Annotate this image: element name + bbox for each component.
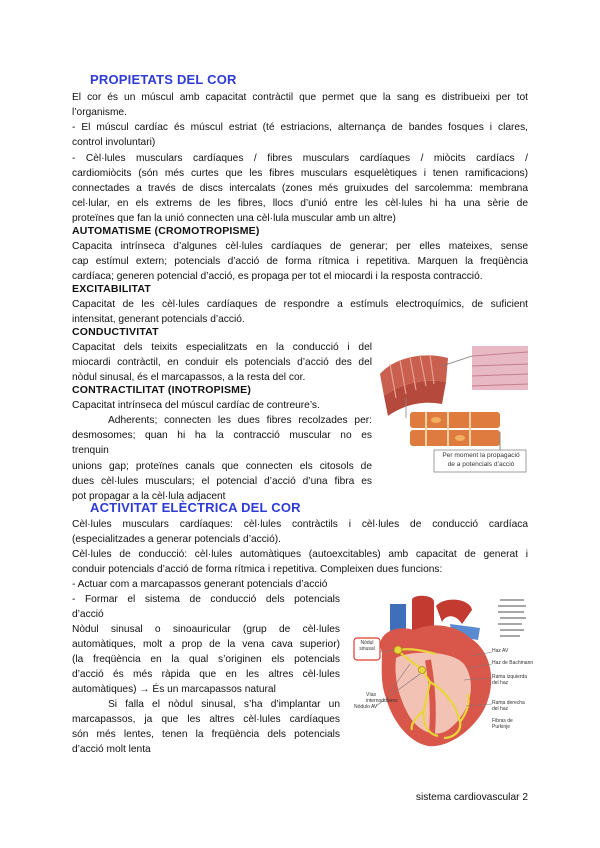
figure1-caption-line: de a potencials d’acció <box>447 461 515 468</box>
intro-line: El cor és un múscul amb capacitat contràctil que permet que la sang es distribueixi per tot <box>72 92 528 103</box>
label-av: Nódulo AV <box>354 704 378 710</box>
intro-line: l’organisme. <box>72 107 127 118</box>
contractilitat-line: pot propagar a la cèl·lula adjacent <box>72 491 226 502</box>
intro-line: cel·lular, en els extrems de les fibres, llocs d’unió entre les cèl·lules hi ha una sèrie de <box>72 198 528 209</box>
conductivitat-line: Capacitat dels teixits especialitzats en la conducció i del <box>72 342 372 353</box>
contractilitat-line: Capacitat intrínseca del múscul cardíac de contreure’s. <box>72 400 320 411</box>
intro-line: cardiomiòcits (són més curtes que les fibres musculars esquelètiques i tenen ramificacions) <box>72 168 528 179</box>
label-fibras: Fibras de Purkinje <box>492 718 513 730</box>
label-haz-bachmann: Haz de Bachmann <box>492 660 534 666</box>
cells-zoom-shape <box>410 412 500 446</box>
footer-page-label: sistema cardiovascular 2 <box>415 792 528 803</box>
funcions-line: d’acció molt lenta <box>72 744 151 755</box>
heading-automatisme: AUTOMATISME (CROMOTROPISME) <box>72 225 260 237</box>
funcions-line: són més lentes, tenen la freqüència dels potencials <box>72 729 340 740</box>
automatisme-line: Capacita intrínseca d’algunes cèl·lules cardíaques de generar; per elles mateixes, sense <box>72 241 528 252</box>
intro-line: - El múscul cardíac és múscul estriat (té estriacions, alternança de bandes fosques i clares, <box>72 122 528 133</box>
funcions-line: Nòdul sinusal o sinoauricular (grup de cèl·lules <box>72 624 340 635</box>
contractilitat-line: desmosomes; quan hi ha la contracció muscular no es <box>72 430 372 441</box>
funcions-line: marcapassos, ja que les altres cèl·lules cardíaques <box>72 714 340 725</box>
heading-excitabilitat: EXCITABILITAT <box>72 283 152 295</box>
funcions-line: Si falla el nòdul sinusal, s’ha d’implantar un <box>108 699 340 710</box>
funcions-line: automàtiques) → És un marcapassos natural <box>72 684 276 695</box>
funcions-line: d’acció és més ràpida que en les altres cèl·lules <box>72 669 340 680</box>
electrica-line: - Actuar com a marcapassos generant potencials d’acció <box>72 579 328 590</box>
intro-line: - Cèl·lules musculars cardíaques / fibres musculars cardíaques / miòcits cardíacs / <box>72 153 528 164</box>
label-sinus: Nòdul sinusal <box>359 640 375 652</box>
contractilitat-line: dues cèl·lules musculars; el potencial d’acció d’una fibra es <box>72 476 372 487</box>
heading-conductivitat: CONDUCTIVITAT <box>72 326 159 338</box>
title-propietats: PROPIETATS DEL COR <box>90 72 237 87</box>
excitabilitat-line: Capacitat de les cèl·lules cardíaques de respondre a estímuls electroquímics, de suficient <box>72 299 528 310</box>
cardiac-muscle-figure <box>376 334 530 474</box>
heading-contractilitat: CONTRACTILITAT (INOTROPISME) <box>72 384 252 396</box>
funcions-line: automàtiques, molt a prop de la vena cava superior) <box>72 639 340 650</box>
electrica-line: (especialitzades a generar potencials d’acció). <box>72 534 281 545</box>
conductivitat-line: nòdul sinusal, és el marcapassos, a la resta del cor. <box>72 372 306 383</box>
intro-line: proteïnes que fan la unió connecten una cèl·lula muscular amb un altre) <box>72 213 396 224</box>
label-rama-derecha: Rama derecha del haz <box>492 700 525 712</box>
contractilitat-line: Adherents; connecten les dues fibres recolzades per: <box>108 415 372 426</box>
figure1-caption-line: Per moment la propagació <box>442 452 520 459</box>
excitabilitat-line: intensitat, generant potencials d’acció. <box>72 314 245 325</box>
funcions-line: d’acció <box>72 609 104 620</box>
heart-conduction-figure <box>352 594 532 752</box>
automatisme-line: cardíaca; generen potencial d’acció, es propaga per tot el miocardi i la resposta contracció. <box>72 271 483 282</box>
label-rama-izquierda: Rama izquierda del haz <box>492 674 528 686</box>
contractilitat-line: trenquin <box>72 445 109 456</box>
funcions-line: - Formar el sistema de conducció dels potencials <box>72 594 340 605</box>
contractilitat-line: unions gap; proteïnes canals que connecten els citosols de <box>72 461 372 472</box>
intro-line: connectades a través de discs intercalats (zones més gruixudes del sarcolemma: membrana <box>72 183 528 194</box>
muscle-bundle-shape <box>380 355 448 416</box>
side-notes-shape <box>498 600 526 636</box>
conductivitat-line: miocardi contràctil, en conduir els potencials d’acció des del <box>72 357 372 368</box>
electrica-line: Cèl·lules musculars cardíaques: cèl·lules contràctils i cèl·lules de conducció cardíaca <box>72 519 528 530</box>
title-activitat: ACTIVITAT ELÈCTRICA DEL COR <box>90 500 301 515</box>
funcions-line: (la freqüència en la qual s’originen els potencials <box>72 654 340 665</box>
label-haz: Haz AV <box>492 648 509 654</box>
electrica-line: conduir potencials d’acció de forma rítmica i repetitiva. Compleixen dues funcions: <box>72 564 443 575</box>
electrica-line: Cèl·lules de conducció: cèl·lules automàtiques (autoexcitables) amb capacitat de generat i <box>72 549 528 560</box>
label-vias: Vías internodulares <box>366 692 398 704</box>
automatisme-line: cap estímul extern; potencials d’acció de forma rítmica i repetitiva. Marquen la freqüència <box>72 256 528 267</box>
intro-line: control involuntari) <box>72 137 156 148</box>
